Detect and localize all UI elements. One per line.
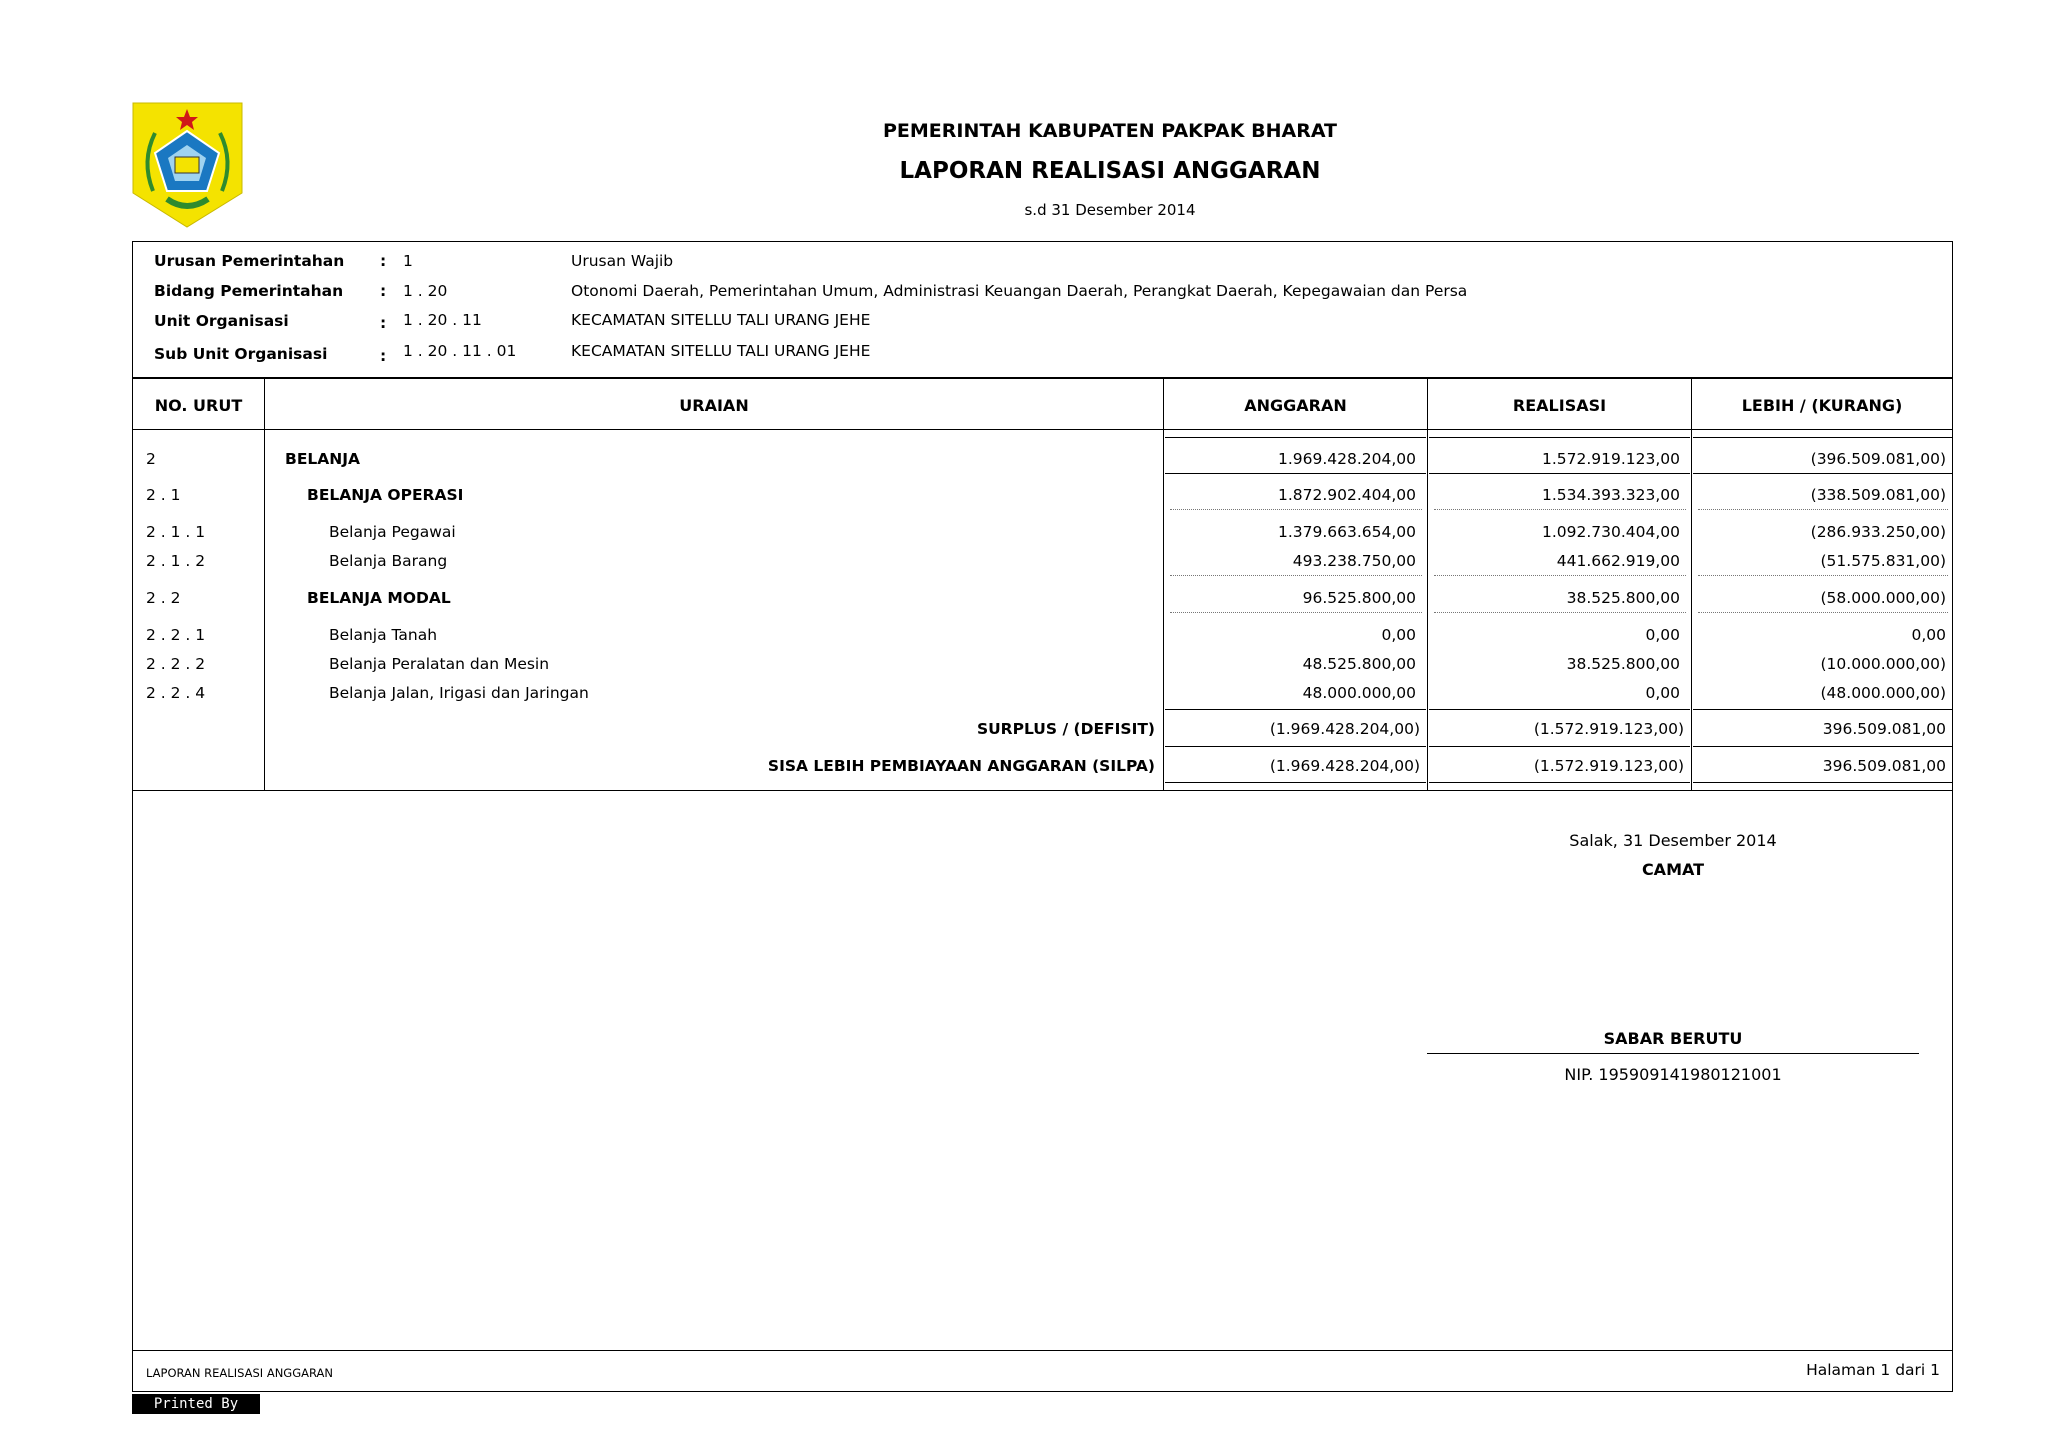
cell-rule bbox=[1429, 709, 1690, 710]
cell-dotted-rule bbox=[1434, 575, 1686, 576]
row-uraian: BELANJA MODAL bbox=[307, 589, 451, 607]
cell-rule bbox=[1693, 709, 1952, 710]
row-no: 2 bbox=[146, 450, 156, 468]
footer-page-number: Halaman 1 dari 1 bbox=[1806, 1361, 1940, 1379]
cell-dotted-rule bbox=[1698, 612, 1948, 613]
row-anggaran: 96.525.800,00 bbox=[1302, 589, 1416, 607]
row-uraian: BELANJA bbox=[285, 450, 361, 468]
column-header-no-urut: NO. URUT bbox=[154, 396, 243, 415]
info-label-bidang: Bidang Pemerintahan bbox=[154, 282, 344, 300]
table-bottom-rule bbox=[132, 790, 1953, 791]
info-colon: : bbox=[380, 252, 387, 270]
silpa-realisasi: (1.572.919.123,00) bbox=[1533, 757, 1684, 775]
row-realisasi: 1.572.919.123,00 bbox=[1541, 450, 1680, 468]
surplus-anggaran: (1.969.428.204,00) bbox=[1269, 720, 1420, 738]
info-desc-urusan: Urusan Wajib bbox=[571, 252, 674, 270]
row-realisasi: 38.525.800,00 bbox=[1566, 589, 1680, 607]
row-uraian: BELANJA OPERASI bbox=[307, 486, 464, 504]
regency-emblem-logo bbox=[131, 101, 244, 229]
report-title: LAPORAN REALISASI ANGGARAN bbox=[899, 158, 1321, 184]
row-anggaran: 493.238.750,00 bbox=[1292, 552, 1416, 570]
row-no: 2 . 2 . 4 bbox=[146, 684, 206, 702]
printed-by-simda-stamp: Printed By SimDa bbox=[132, 1394, 260, 1414]
info-code-subunit: 1 . 20 . 11 . 01 bbox=[403, 342, 517, 360]
cell-rule bbox=[1693, 473, 1952, 474]
column-header-realisasi: REALISASI bbox=[1512, 396, 1607, 415]
row-realisasi: 441.662.919,00 bbox=[1556, 552, 1680, 570]
column-header-lebih-kurang: LEBIH / (KURANG) bbox=[1741, 396, 1903, 415]
cell-rule bbox=[1429, 437, 1690, 438]
cell-rule bbox=[1693, 746, 1952, 747]
row-anggaran: 1.872.902.404,00 bbox=[1277, 486, 1416, 504]
cell-rule bbox=[1165, 473, 1426, 474]
table-top-rule bbox=[132, 377, 1953, 379]
row-realisasi: 1.534.393.323,00 bbox=[1541, 486, 1680, 504]
info-code-urusan: 1 bbox=[403, 252, 413, 270]
silpa-anggaran: (1.969.428.204,00) bbox=[1269, 757, 1420, 775]
row-realisasi: 38.525.800,00 bbox=[1566, 655, 1680, 673]
row-lebih: (338.509.081,00) bbox=[1810, 486, 1946, 504]
row-lebih: (51.575.831,00) bbox=[1820, 552, 1946, 570]
info-code-unit: 1 . 20 . 11 bbox=[403, 311, 482, 329]
row-anggaran: 0,00 bbox=[1381, 626, 1416, 644]
row-no: 2 . 1 bbox=[146, 486, 181, 504]
row-uraian: Belanja Tanah bbox=[329, 626, 438, 644]
row-uraian: Belanja Jalan, Irigasi dan Jaringan bbox=[329, 684, 589, 702]
row-lebih: (10.000.000,00) bbox=[1820, 655, 1946, 673]
info-desc-unit: KECAMATAN SITELLU TALI URANG JEHE bbox=[571, 311, 871, 329]
info-label-urusan: Urusan Pemerintahan bbox=[154, 252, 345, 270]
row-realisasi: 1.092.730.404,00 bbox=[1541, 523, 1680, 541]
info-desc-subunit: KECAMATAN SITELLU TALI URANG JEHE bbox=[571, 342, 871, 360]
row-no: 2 . 2 . 1 bbox=[146, 626, 206, 644]
surplus-lebih: 396.509.081,00 bbox=[1822, 720, 1946, 738]
signature-line bbox=[1427, 1053, 1919, 1054]
cell-rule bbox=[1429, 782, 1690, 783]
info-colon: : bbox=[380, 282, 387, 300]
column-header-anggaran: ANGGARAN bbox=[1244, 396, 1347, 415]
row-realisasi: 0,00 bbox=[1645, 684, 1680, 702]
row-uraian: Belanja Barang bbox=[329, 552, 448, 570]
row-anggaran: 1.969.428.204,00 bbox=[1277, 450, 1416, 468]
cell-dotted-rule bbox=[1170, 612, 1422, 613]
government-name: PEMERINTAH KABUPATEN PAKPAK BHARAT bbox=[882, 120, 1338, 142]
footer-rule bbox=[132, 1350, 1953, 1351]
row-lebih: (48.000.000,00) bbox=[1820, 684, 1946, 702]
row-uraian: Belanja Peralatan dan Mesin bbox=[329, 655, 550, 673]
row-lebih: (286.933.250,00) bbox=[1810, 523, 1946, 541]
info-desc-bidang: Otonomi Daerah, Pemerintahan Umum, Administrasi Keuangan Daerah, Perangkat Daerah, Kepegawaian dan Persa bbox=[571, 282, 1468, 300]
cell-rule bbox=[1693, 437, 1952, 438]
row-no: 2 . 1 . 1 bbox=[146, 523, 206, 541]
silpa-label: SISA LEBIH PEMBIAYAAN ANGGARAN (SILPA) bbox=[767, 757, 1155, 775]
info-colon: : bbox=[380, 347, 387, 365]
cell-rule bbox=[1165, 782, 1426, 783]
cell-rule bbox=[1429, 746, 1690, 747]
row-no: 2 . 1 . 2 bbox=[146, 552, 206, 570]
cell-rule bbox=[1165, 709, 1426, 710]
row-anggaran: 48.525.800,00 bbox=[1302, 655, 1416, 673]
row-realisasi: 0,00 bbox=[1645, 626, 1680, 644]
row-lebih: 0,00 bbox=[1911, 626, 1946, 644]
cell-dotted-rule bbox=[1170, 575, 1422, 576]
report-period: s.d 31 Desember 2014 bbox=[1024, 201, 1196, 219]
signature-nip: NIP. 195909141980121001 bbox=[1564, 1065, 1782, 1084]
silpa-lebih: 396.509.081,00 bbox=[1822, 757, 1946, 775]
info-code-bidang: 1 . 20 bbox=[403, 282, 448, 300]
cell-rule bbox=[1165, 437, 1426, 438]
cell-dotted-rule bbox=[1434, 612, 1686, 613]
row-lebih: (396.509.081,00) bbox=[1810, 450, 1946, 468]
signature-place-date: Salak, 31 Desember 2014 bbox=[1569, 831, 1777, 850]
row-anggaran: 1.379.663.654,00 bbox=[1277, 523, 1416, 541]
cell-dotted-rule bbox=[1170, 509, 1422, 510]
row-no: 2 . 2 . 2 bbox=[146, 655, 206, 673]
signature-position: CAMAT bbox=[1641, 860, 1705, 879]
surplus-label: SURPLUS / (DEFISIT) bbox=[976, 720, 1155, 738]
header-bottom-rule bbox=[132, 429, 1953, 430]
row-no: 2 . 2 bbox=[146, 589, 181, 607]
surplus-realisasi: (1.572.919.123,00) bbox=[1533, 720, 1684, 738]
footer-report-name: LAPORAN REALISASI ANGGARAN bbox=[146, 1366, 333, 1380]
cell-rule bbox=[1165, 746, 1426, 747]
row-uraian: Belanja Pegawai bbox=[329, 523, 456, 541]
cell-rule bbox=[1693, 782, 1952, 783]
row-lebih: (58.000.000,00) bbox=[1820, 589, 1946, 607]
cell-dotted-rule bbox=[1698, 575, 1948, 576]
info-label-unit: Unit Organisasi bbox=[154, 312, 289, 330]
cell-dotted-rule bbox=[1698, 509, 1948, 510]
row-anggaran: 48.000.000,00 bbox=[1302, 684, 1416, 702]
cell-rule bbox=[1429, 473, 1690, 474]
info-colon: : bbox=[380, 314, 387, 332]
column-header-uraian: URAIAN bbox=[679, 396, 749, 415]
info-label-subunit: Sub Unit Organisasi bbox=[154, 345, 328, 363]
cell-dotted-rule bbox=[1434, 509, 1686, 510]
signature-name: SABAR BERUTU bbox=[1603, 1029, 1743, 1048]
